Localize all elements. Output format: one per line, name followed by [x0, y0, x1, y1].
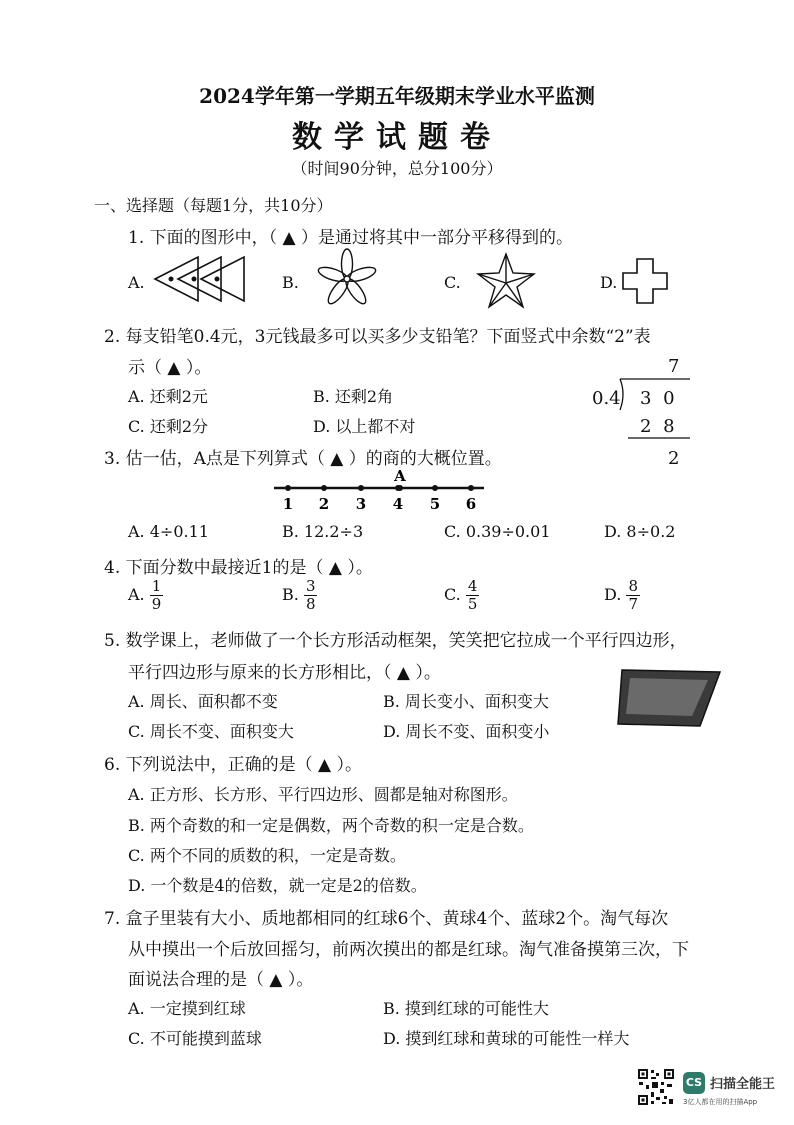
q1-option-a: A. — [128, 273, 145, 292]
q4-option-c — [444, 578, 479, 613]
number-line-point-a — [397, 485, 403, 491]
q5-option-a: A. 周长、面积都不变 — [128, 692, 278, 711]
q5-option-c: C. 周长不变、面积变大 — [128, 722, 294, 741]
exam-note: （时间90分钟，总分100分） — [291, 159, 503, 178]
q1-flower-figure — [316, 248, 378, 310]
q1-cross-figure — [622, 258, 668, 304]
q3-option-a: A. 4÷0.11 — [128, 522, 209, 541]
q1-option-c: C. — [444, 273, 461, 292]
number-line-tick-label: 2 — [318, 495, 330, 513]
q6-text: 6. 下列说法中，正确的是（ ▲ ）。 — [104, 755, 363, 775]
q4-option-d — [604, 578, 640, 613]
q7-option-a: A. 一定摸到红球 — [128, 999, 246, 1018]
q3-text: 3. 估一估，A点是下列算式（ ▲ ）的商的大概位置。 — [104, 449, 502, 469]
q2-option-d: D. 以上都不对 — [313, 417, 416, 436]
q1-option-b: B. — [282, 273, 299, 292]
q6-option-a: A. 正方形、长方形、平行四边形、圆都是轴对称图形。 — [128, 785, 518, 804]
q4-d-denominator: 7 — [628, 595, 638, 613]
number-line-tick — [432, 485, 438, 491]
q4-a-numerator: 1 — [151, 577, 162, 595]
number-line-tick-label: 1 — [282, 495, 294, 513]
division-dividend: 3 0 — [640, 388, 678, 409]
camscanner-logo-icon: CS — [683, 1072, 705, 1094]
q6-option-b: B. 两个奇数的和一定是偶数，两个奇数的积一定是合数。 — [128, 816, 534, 835]
exam-subtitle: 数学试题卷 — [292, 120, 502, 155]
q2-text-line1: 2. 每支铅笔0.4元，3元钱最多可以买多少支铅笔？下面竖式中余数“2”表 — [104, 327, 651, 347]
number-line-tick-label: 3 — [355, 495, 367, 513]
q2-option-c: C. 还剩2分 — [128, 417, 209, 436]
q4-option-a-label: A. — [128, 585, 145, 604]
q3-option-b: B. 12.2÷3 — [282, 522, 364, 541]
camscanner-name: 扫描全能王 — [710, 1077, 776, 1092]
q4-option-a — [128, 578, 163, 613]
number-line-tick — [285, 485, 291, 491]
q2-option-a: A. 还剩2元 — [128, 387, 208, 406]
q1-triangles-figure — [153, 254, 248, 304]
number-line-tick — [358, 485, 364, 491]
q3-option-c: C. 0.39÷0.01 — [444, 522, 551, 541]
q1-text: 1. 下面的图形中，（ ▲ ）是通过将其中一部分平移得到的。 — [128, 228, 574, 248]
q4-option-b-label: B. — [282, 585, 299, 604]
q2-option-b: B. 还剩2角 — [313, 387, 394, 406]
q4-a-denominator: 9 — [151, 595, 162, 613]
q5-parallelogram-figure — [616, 666, 724, 730]
number-line-tick-label: 4 — [392, 495, 404, 513]
q3-number-line — [270, 466, 490, 514]
q7-option-c: C. 不可能摸到蓝球 — [128, 1029, 262, 1048]
q6-option-c: C. 两个不同的质数的积，一定是奇数。 — [128, 846, 406, 865]
q4-d-numerator: 8 — [628, 577, 638, 595]
q4-option-b — [282, 578, 317, 613]
q3-option-d: D. 8÷0.2 — [604, 522, 676, 541]
division-remainder: 2 — [668, 448, 680, 469]
q7-text-line2: 从中摸出一个后放回摇匀，前两次摸出的都是红球。淘气准备摸第三次，下 — [128, 940, 689, 960]
number-line-tick — [321, 485, 327, 491]
q1-star-figure — [474, 250, 538, 312]
section-heading: 一、选择题（每题1分，共10分） — [94, 196, 333, 215]
q4-text: 4. 下面分数中最接近1的是（ ▲ ）。 — [104, 558, 373, 578]
q7-option-d: D. 摸到红球和黄球的可能性一样大 — [383, 1029, 630, 1048]
q4-c-denominator: 5 — [467, 595, 478, 613]
exam-title: 2024学年第一学期五年级期末学业水平监测 — [199, 84, 595, 108]
q1-option-d: D. — [600, 273, 618, 292]
division-divisor: 0.4 — [592, 388, 621, 409]
q2-text-line2: 示（ ▲ ）。 — [128, 358, 212, 378]
q5-option-d: D. 周长不变、面积变小 — [383, 722, 550, 741]
camscanner-tagline: 3亿人都在用的扫描App — [683, 1098, 758, 1106]
q4-option-d-label: D. — [604, 585, 622, 604]
q4-b-denominator: 8 — [305, 595, 316, 613]
q7-text-line3: 面说法合理的是（ ▲ ）。 — [128, 970, 314, 990]
q6-option-d: D. 一个数是4的倍数，就一定是2的倍数。 — [128, 876, 427, 895]
qr-code-icon — [637, 1068, 675, 1106]
division-quotient: 7 — [668, 356, 680, 377]
q7-text-line1: 7. 盒子里装有大小、质地都相同的红球6个、黄球4个、蓝球2个。淘气每次 — [104, 909, 669, 929]
q5-text-line1: 5. 数学课上，老师做了一个长方形活动框架，笑笑把它拉成一个平行四边形， — [104, 631, 687, 651]
q5-text-line2: 平行四边形与原来的长方形相比，（ ▲ ）。 — [128, 663, 441, 683]
number-line-tick-label: 5 — [429, 495, 441, 513]
q5-option-b: B. 周长变小、面积变大 — [383, 692, 549, 711]
q4-b-numerator: 3 — [305, 577, 316, 595]
number-line-tick-label: 6 — [465, 495, 477, 513]
q7-option-b: B. 摸到红球的可能性大 — [383, 999, 549, 1018]
number-line-point-label: A — [394, 467, 406, 485]
q4-option-c-label: C. — [444, 585, 461, 604]
q4-c-numerator: 4 — [467, 577, 478, 595]
division-product: 2 8 — [640, 416, 678, 437]
number-line-tick — [468, 485, 474, 491]
